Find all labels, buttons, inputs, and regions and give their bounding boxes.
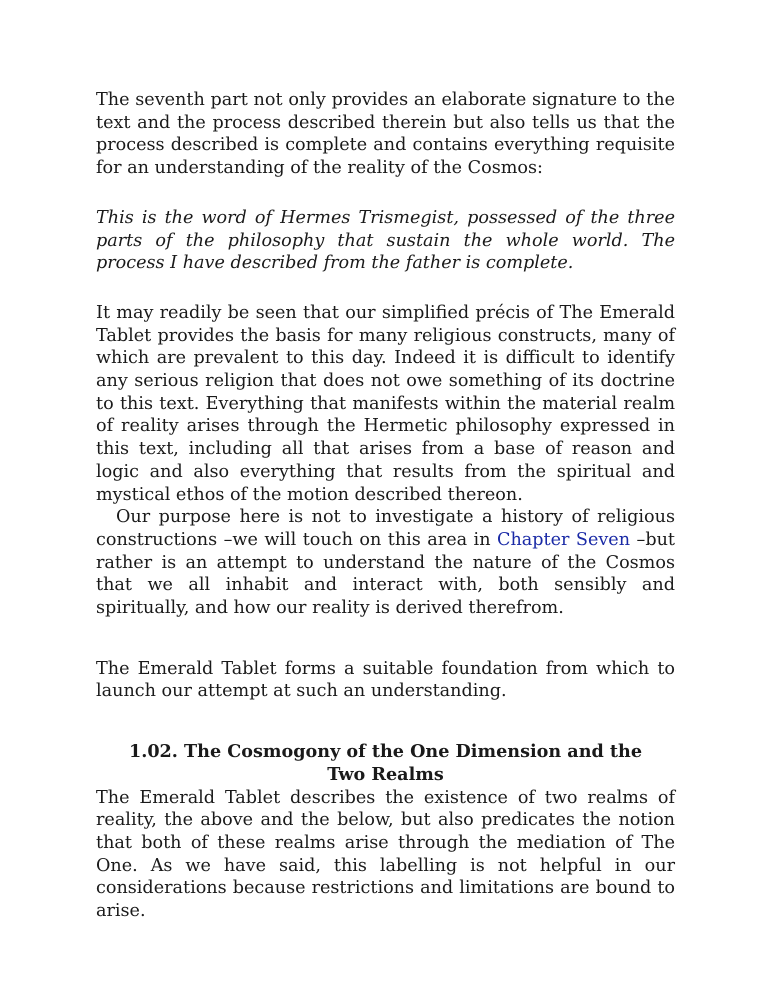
section-heading-line-2: Two Realms bbox=[327, 763, 444, 785]
paragraph-two-realms: The Emerald Tablet describes the existence of two realms of reality, the above and the below, but also predicates the notion that both of these realms arise through the mediation of The One. As we have said, this labelling is not helpful in our considerations because restrictions and limitations are bound to arise. bbox=[96, 787, 675, 922]
paragraph-our-purpose bbox=[96, 506, 675, 620]
paragraph-emerald-precis: It may readily be seen that our simplified précis of The Emerald Tablet provides the basis for many religious constructs, many of which are prevalent to this day. Indeed it is difficult to identify any serious religion that does not owe something of its doctrine to this text. Everything that manifests within the material realm of reality arises through the Hermetic philosophy expressed in this text, including all that arises from a base of reason and logic and also everything that results from the spiritual and mystical ethos of the motion described thereon. bbox=[96, 302, 675, 505]
hermes-quote: This is the word of Hermes Trismegist, possessed of the three parts of the philosophy that sustain the whole world. The process I have described from the father is complete. bbox=[96, 207, 675, 274]
chapter-seven-link[interactable]: Chapter Seven bbox=[497, 529, 631, 550]
document-page bbox=[96, 89, 675, 923]
paragraph-seventh-part: The seventh part not only provides an elaborate signature to the text and the process described therein but also tells us that the process described is complete and contains everything requisite for an understanding of the reality of the Cosmos: bbox=[96, 90, 675, 179]
paragraph-suitable-foundation: The Emerald Tablet forms a suitable foundation from which to launch our attempt at such an understanding. bbox=[96, 658, 675, 702]
section-heading bbox=[96, 741, 675, 786]
paragraph-our-purpose-text-end: –but rather is an attempt to understand the nature of the Cosmos that we all inhabit and interact with, both sensibly and spiritually, and how our reality is derived therefrom. bbox=[96, 529, 675, 619]
section-heading-line-1: 1.02. The Cosmogony of the One Dimension and the bbox=[128, 741, 643, 763]
paragraph-our-purpose-text-start: Our purpose here is not to investigate a history of religious constructions –we will touch on this area in bbox=[96, 507, 675, 550]
